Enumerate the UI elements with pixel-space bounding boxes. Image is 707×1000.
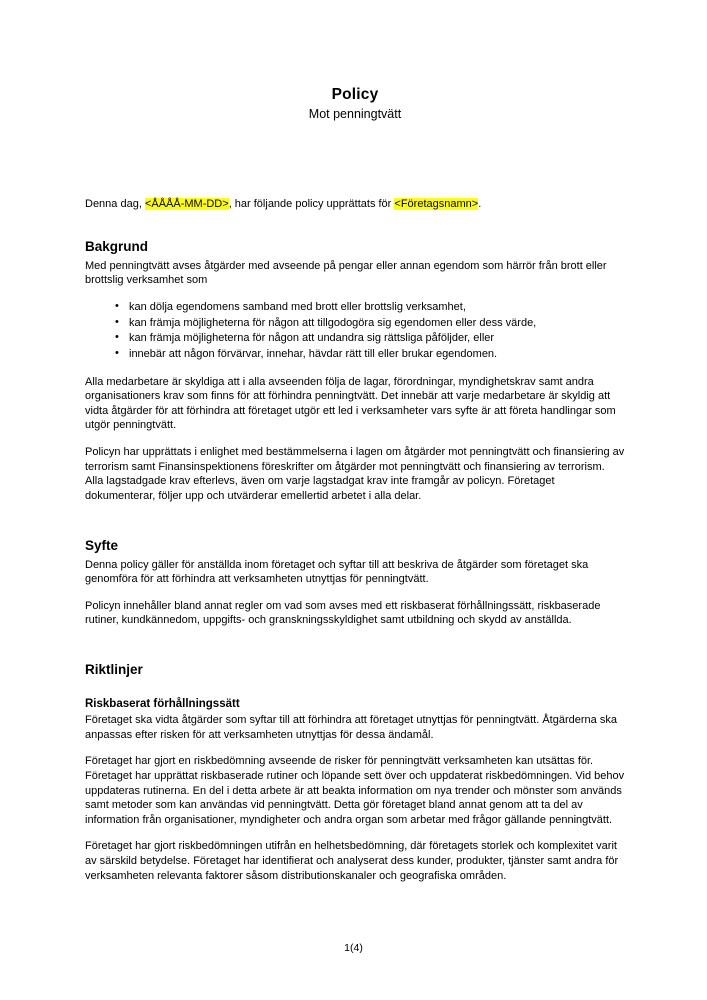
page-content	[85, 0, 625, 1000]
subsection-heading-riskbaserat: Riskbaserat förhållningssätt	[85, 698, 240, 711]
list-item: • innebär att någon förvärvar, innehar, hävdar rätt till eller brukar egendomen.	[115, 347, 625, 363]
list-item: • kan främja möjligheterna för någon att tillgodogöra sig egendomen eller dess värde,	[115, 316, 625, 332]
list-item: • kan främja möjligheterna för någon att undandra sig rättsliga påföljder, eller	[115, 331, 625, 347]
page-number: 1(4)	[344, 942, 363, 954]
section-heading-bakgrund: Bakgrund	[85, 238, 149, 254]
bakgrund-bullet-list	[85, 300, 625, 362]
section-heading-riktlinjer: Riktlinjer	[85, 662, 143, 678]
paragraph-syfte-2: Policyn innehåller bland annat regler om vad som avses med ett riskbaserat förhållningssätt, riskbaserade rutiner, kundkännedom, uppgifts- och granskningsskyldighet samt utbildning och skydd av anställda.	[85, 599, 601, 627]
company-name-placeholder: <Företagsnamn>	[394, 198, 479, 210]
date-placeholder: <ÅÅÅÅ-MM-DD>	[144, 198, 229, 210]
list-item: • kan dölja egendomens samband med brott eller brottslig verksamhet,	[115, 300, 625, 316]
section-heading-syfte: Syfte	[85, 537, 119, 553]
paragraph-riktlinjer-1: Företaget ska vidta åtgärder som syftar till att förhindra att företaget utnyttjas för penningtvätt. Åtgärderna ska anpassas efter risken för att verksamheten utnyttjas för dessa ändamål.	[85, 714, 617, 741]
intro-text-middle: , har följande policy upprättats för	[228, 198, 395, 210]
intro-paragraph	[85, 197, 625, 212]
paragraph-syfte-1: Denna policy gäller för anställda inom företaget och syftar till att beskriva de åtgärder som företaget ska genomföra för att förhindra att verksamheten utnyttjas för penningtvätt.	[85, 558, 589, 586]
intro-text-after: .	[478, 198, 482, 210]
paragraph-bakgrund-2: Alla medarbetare är skyldiga att i alla avseenden följa de lagar, förordningar, myndighetskrav samt andra organisationers krav som finns för att förhindra penningtvätt. Det innebär att varje medarbetare är skyldig att vidta åtgärder för att förhindra att företaget utgör ett led i verksamheter vars syfte är att företa handlingar som utgör penningtvätt.	[85, 375, 616, 432]
paragraph-riktlinjer-3: Företaget har gjort riskbedömningen utifrån en helhetsbedömning, där företagets storlek och komplexitet varit av särskild betydelse. Företaget har identifierat och analyserat dess kunder, produkter, tjänster samt andra för verksamheten relevanta faktorer såsom distributionskanaler och geografiska områden.	[85, 840, 619, 882]
paragraph-bakgrund-1: Med penningtvätt avses åtgärder med avseende på pengar eller annan egendom som härrör från brott eller brottslig verksamhet som	[85, 259, 607, 287]
intro-text-before: Denna dag,	[85, 198, 145, 210]
paragraph-riktlinjer-2: Företaget har gjort en riskbedömning avseende de risker för penningtvätt verksamheten kan utsättas för. Företaget har upprättat riskbaserade rutiner och löpande sett över och uppdaterat riskbedömningen. Vid behov uppdateras rutinerna. En del i detta arbete är att beakta information om nya trender och mönster som används samt metoder som kan användas vid penningtvätt. Detta gör företaget bland annat genom att ta del av information från organisationer, myndigheter och andra organ som arbetar med frågor gällande penningtvätt.	[85, 755, 625, 826]
page-subtitle: Mot penningtvätt	[308, 107, 402, 121]
page-title: Policy	[331, 86, 379, 103]
paragraph-bakgrund-3: Policyn har upprättats i enlighet med bestämmelserna i lagen om åtgärder mot penningtvätt och finansiering av terrorism samt Finansinspektionens föreskrifter om åtgärder mot penningtvätt och finansiering av terrorism. Alla lagstadgade krav efterlevs, även om varje lagstadgat krav inte framgår av policyn. Företaget dokumenterar, följer upp och utvärderar emellertid arbetet i alla delar.	[85, 446, 625, 502]
